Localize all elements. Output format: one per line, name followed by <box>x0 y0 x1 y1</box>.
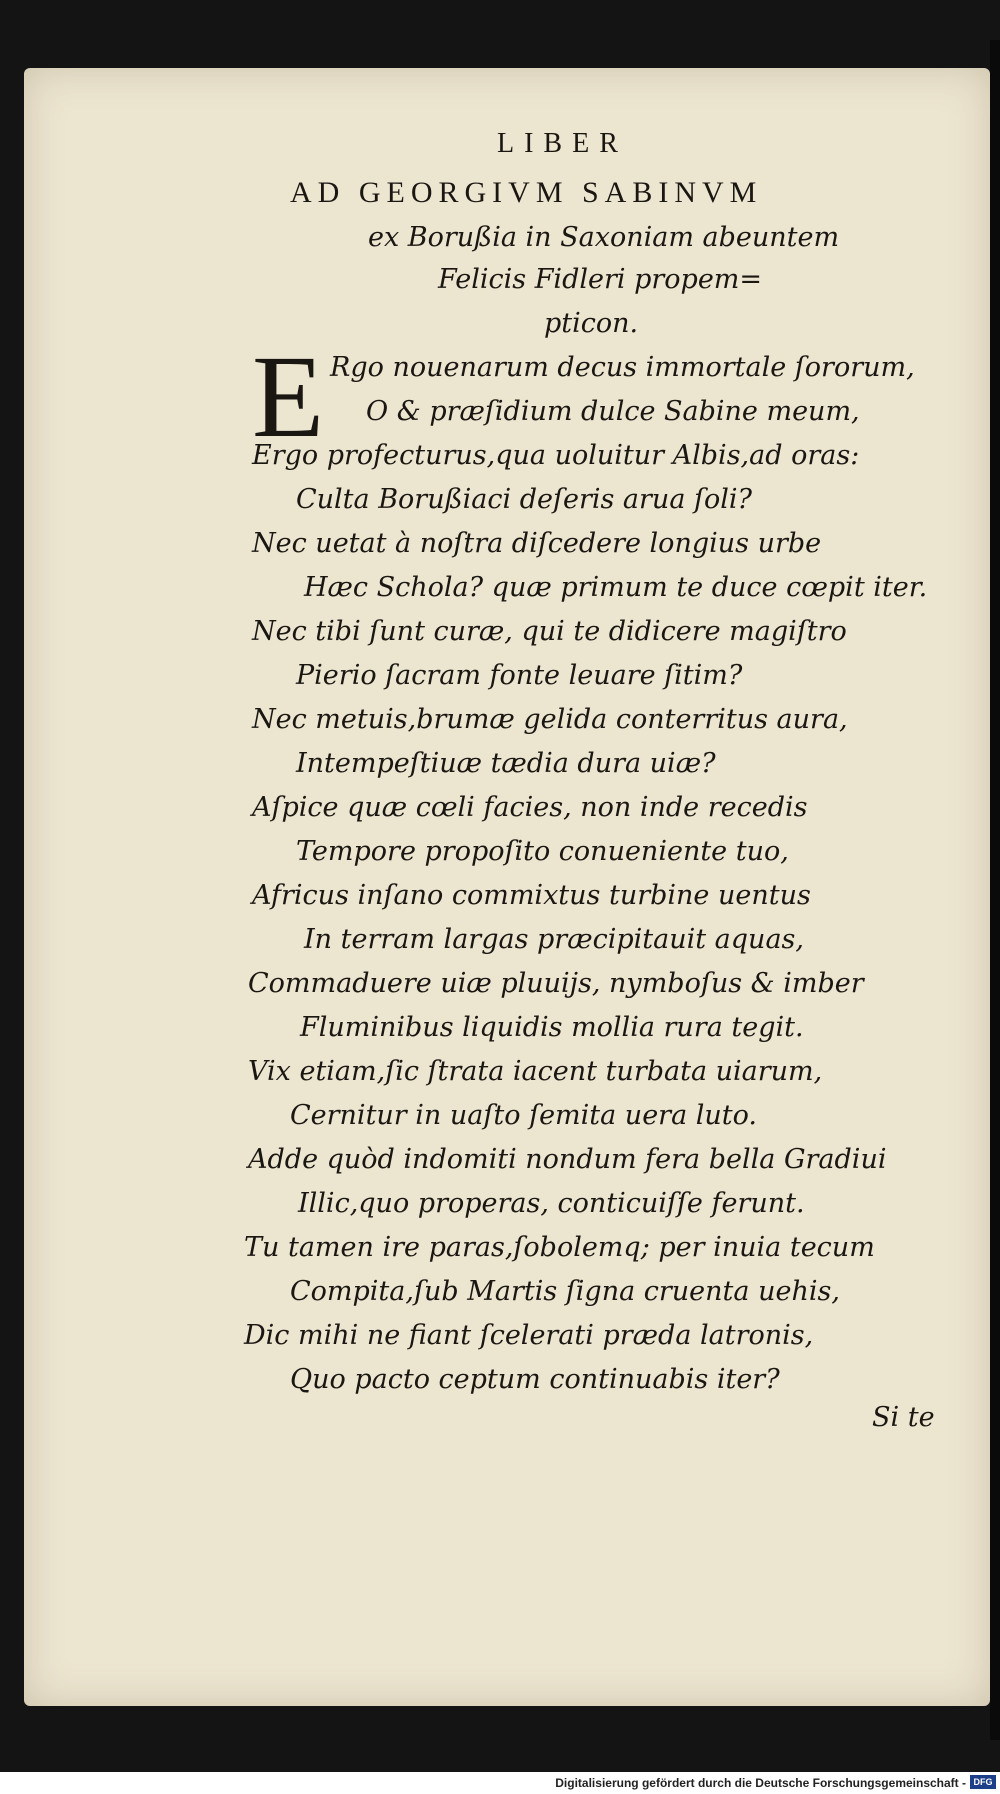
catchword: Si te <box>872 1402 935 1433</box>
verse-line: Compita,ſub Martis ſigna cruenta uehis, <box>290 1276 840 1307</box>
title-line-1: AD GEORGIVM SABINVM <box>290 176 763 209</box>
verse-line: Commaduere uiæ pluuijs, nymboſus & imber <box>248 968 864 999</box>
verse-line: Nec metuis,brumæ gelida conterritus aura, <box>252 704 848 735</box>
verse-line: Aſpice quæ cœli facies, non inde recedis <box>252 792 808 823</box>
verse-line: Nec tibi ſunt curæ, qui te didicere magiſtro <box>252 616 847 647</box>
verse-line: Tempore propoſito conueniente tuo, <box>296 836 789 867</box>
verse-line: In terram largas præcipitauit aquas, <box>304 924 804 955</box>
verse-line: Cernitur in uaſto ſemita uera luto. <box>290 1100 758 1131</box>
title-line-2: ex Borußia in Saxoniam abeuntem <box>368 222 840 253</box>
verse-line: Fluminibus liquidis mollia rura tegit. <box>300 1012 804 1043</box>
verse-line: O & præſidium dulce Sabine meum, <box>366 396 860 427</box>
verse-line: Hæc Schola? quæ primum te duce cœpit iter. <box>304 572 928 603</box>
funding-credit: Digitalisierung gefördert durch die Deutsche Forschungsgemeinschaft - <box>555 1776 966 1790</box>
verse-line: Pierio ſacram fonte leuare ſitim? <box>296 660 743 691</box>
title-line-4: pticon. <box>544 308 639 339</box>
verse-line: Africus inſano commixtus turbine uentus <box>252 880 811 911</box>
verse-line: Adde quòd indomiti nondum fera bella Gradiui <box>248 1144 887 1175</box>
verse-line: Illic,quo properas, conticuiſſe ferunt. <box>298 1188 805 1219</box>
verse-line: Rgo nouenarum decus immortale ſororum, <box>330 352 915 383</box>
verse-line: Intempeſtiuæ tædia dura uiæ? <box>296 748 716 779</box>
running-head: LIBER <box>497 128 628 159</box>
page-edge <box>990 40 1000 1740</box>
title-line-3: Felicis Fidleri propem= <box>438 264 763 295</box>
drop-cap: E <box>252 331 325 462</box>
dfg-logo-icon: DFG <box>970 1775 996 1789</box>
verse-line: Nec uetat à noſtra diſcedere longius urbe <box>252 528 822 559</box>
verse-line: Dic mihi ne fiant ſcelerati præda latronis, <box>244 1320 814 1351</box>
verse-line: Ergo profecturus,qua uoluitur Albis,ad oras: <box>252 440 860 471</box>
verse-line: Vix etiam,ſic ſtrata iacent turbata uiarum, <box>248 1056 823 1087</box>
verse-line: Quo pacto ceptum continuabis iter? <box>290 1364 780 1395</box>
verse-line: Culta Borußiaci deſeris arua ſoli? <box>296 484 752 515</box>
verse-line: Tu tamen ire paras,ſobolemq; per inuia tecum <box>244 1232 875 1263</box>
